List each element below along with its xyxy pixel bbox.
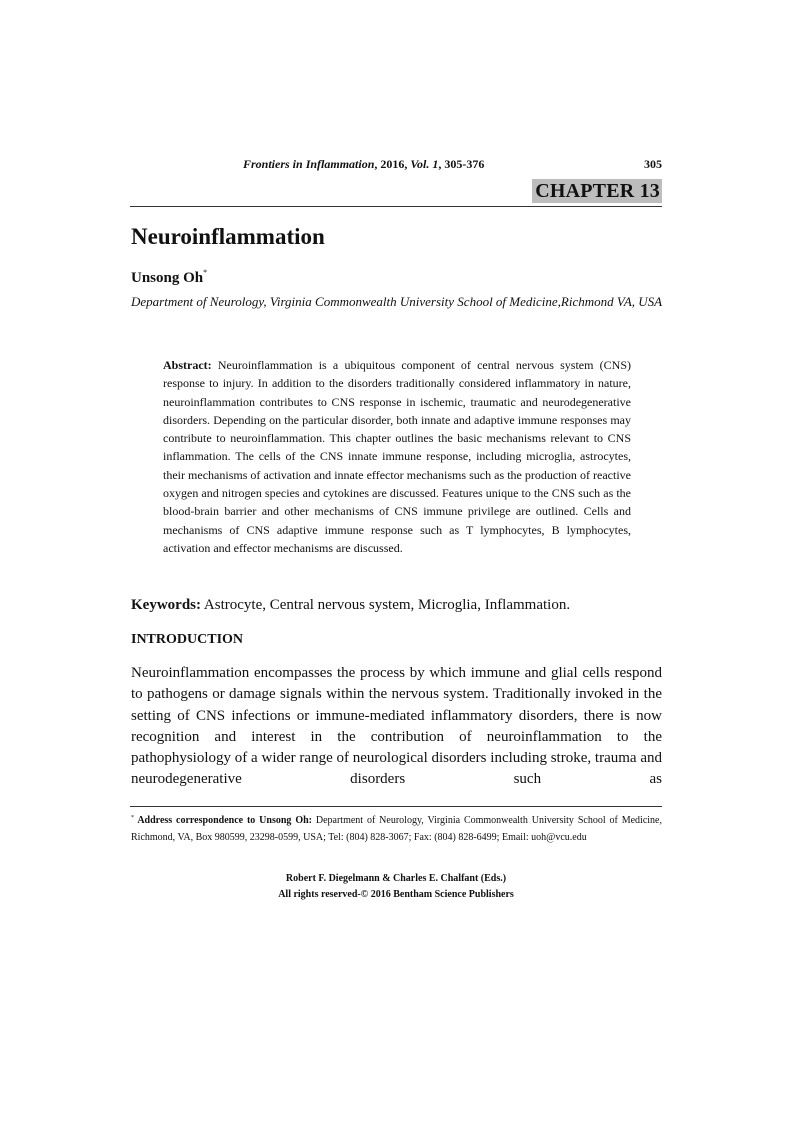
copyright-line: All rights reserved-© 2016 Bentham Science Publishers xyxy=(278,889,514,900)
editors-line: Robert F. Diegelmann & Charles E. Chalfant (Eds.) xyxy=(285,873,507,884)
keywords-text: Astrocyte, Central nervous system, Microglia, Inflammation. xyxy=(201,597,571,613)
introduction-paragraph xyxy=(131,663,662,791)
abstract-label: Abstract: xyxy=(163,358,212,372)
keywords-label: Keywords: xyxy=(131,597,201,613)
author-name xyxy=(131,268,207,287)
correspondence-marker: * xyxy=(203,268,208,277)
journal-year: , 2016, xyxy=(374,157,411,171)
abstract-text: Neuroinflammation is a ubiquitous component of central nervous system (CNS) response to injury. In addition to the disorders traditionally considered inflammatory in nature, neuroinflammation contributes to CNS response in ischemic, traumatic and neurodegenerative disorders. Depending on the particular disorder, both innate and adaptive immune responses may contribute to neuroinflammation. This chapter outlines the basic mechanisms relevant to CNS inflammation. The cells of the CNS innate immune response, including microglia, astrocytes, their mechanisms of activation and innate effector mechanisms such as the production of reactive oxygen and nitrogen species and cytokines are discussed. Features unique to the CNS such as the blood-brain barrier and other mechanisms of CNS immune privilege are outlined. Cells and mechanisms of CNS adaptive immune response such as T lymphocytes, B lymphocytes, activation and effector mechanisms are discussed. xyxy=(163,358,631,555)
author-affiliation: Department of Neurology, Virginia Commonwealth University School of Medicine,Richmond VA, USA xyxy=(131,294,663,309)
journal-citation xyxy=(243,157,484,172)
footnote-marker: * xyxy=(131,815,134,821)
footnote-divider xyxy=(130,806,662,807)
section-heading-introduction: INTRODUCTION xyxy=(131,632,244,647)
introduction-text: Neuroinflammation encompasses the process by which immune and glial cells respond to pathogens or damage signals within the nervous system. Traditionally invoked in the setting of CNS infections or immune-mediated inflammatory disorders, there is now recognition and interest in the contribution of neuroinflammation to the pathophysiology of a wider range of neurological disorders including stroke, trauma and neurodegenerative disorders such as xyxy=(131,665,662,788)
chapter-label: CHAPTER 13 xyxy=(532,179,662,203)
footnote-text: Department of Neurology, Virginia Commonwealth University School of Medicine, Richmond, VA, Box 980599, 23298-0599, USA; Tel: (804) 828-3067; Fax: (804) 828-6499; Email: uoh@vcu.edu xyxy=(131,815,662,843)
author-name-text: Unsong Oh xyxy=(131,270,204,286)
header-divider xyxy=(130,206,662,207)
footnote-label: Address correspondence to Unsong Oh: xyxy=(134,815,312,826)
journal-volume: Vol. 1 xyxy=(410,157,439,171)
correspondence-footnote xyxy=(131,810,662,846)
article-title: Neuroinflammation xyxy=(131,224,325,249)
abstract xyxy=(163,356,631,557)
journal-pages: , 305-376 xyxy=(438,157,485,171)
keywords xyxy=(131,597,570,614)
publisher-footer xyxy=(130,871,662,903)
page-number: 305 xyxy=(644,157,662,171)
journal-title: Frontiers in Inflammation xyxy=(243,157,375,171)
